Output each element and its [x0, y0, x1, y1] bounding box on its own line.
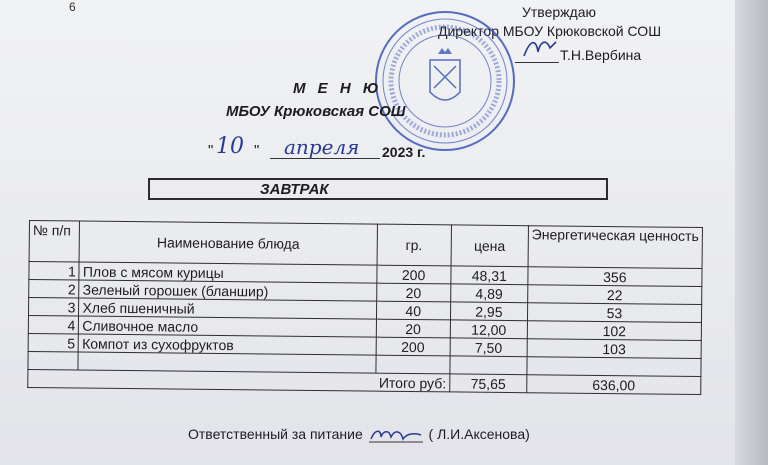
date-year: 2023 г. — [382, 144, 426, 160]
responsible-line — [188, 426, 530, 443]
row-gr: 200 — [376, 265, 451, 284]
empty-cell — [375, 355, 450, 374]
row-gr: 200 — [376, 337, 451, 356]
total-label: Итого руб: — [28, 369, 450, 391]
row-gr: 20 — [376, 283, 451, 302]
row-num: 5 — [28, 333, 79, 352]
row-kcal: 53 — [527, 303, 701, 323]
row-price: 7,50 — [450, 338, 527, 357]
page-number: 6 — [69, 0, 76, 14]
date-day: 10 — [216, 134, 244, 159]
header-num: № п/п — [29, 221, 80, 263]
meal-label: ЗАВТРАК — [260, 181, 329, 198]
row-kcal: 22 — [528, 285, 702, 305]
row-num: 4 — [28, 316, 79, 335]
header-price: цена — [451, 225, 528, 267]
menu-table — [27, 220, 703, 395]
date-close-quote: " — [254, 142, 260, 159]
row-gr: 40 — [376, 301, 451, 320]
row-name: Зеленый горошек (бланшир) — [79, 280, 376, 301]
responsible-signature — [367, 427, 425, 443]
row-price: 2,95 — [450, 302, 527, 321]
row-name: Сливочное масло — [79, 316, 376, 337]
row-num: 2 — [29, 280, 80, 299]
row-num: 3 — [28, 298, 79, 317]
row-num: 1 — [29, 262, 80, 281]
empty-cell — [527, 357, 701, 377]
row-name: Хлеб пшеничный — [79, 298, 376, 319]
director-signature — [520, 34, 560, 60]
row-kcal: 356 — [528, 267, 702, 287]
header-kcal: Энергетическая ценность — [528, 226, 703, 269]
row-kcal: 103 — [527, 339, 701, 359]
menu-title: М Е Н Ю — [293, 80, 383, 97]
date-open-quote: " — [208, 142, 214, 159]
row-kcal: 102 — [527, 321, 701, 341]
empty-cell — [28, 351, 79, 370]
table-header-row — [29, 221, 702, 269]
total-price: 75,65 — [450, 374, 527, 393]
header-gr: гр. — [377, 224, 452, 266]
signature-line — [515, 62, 559, 63]
date-month: апреля — [284, 135, 360, 159]
responsible-name: ( Л.И.Аксенова) — [428, 426, 530, 442]
row-name: Плов с мясом курицы — [79, 262, 376, 283]
approval-name: Т.Н.Вербина — [560, 47, 642, 63]
approval-role: Директор МБОУ Крюковской СОШ — [438, 23, 662, 39]
page-edge — [735, 0, 768, 465]
row-name: Компот из сухофруктов — [79, 334, 376, 355]
row-price: 48,31 — [451, 266, 528, 285]
row-price: 12,00 — [450, 320, 527, 339]
school-name: МБОУ Крюковская СОШ — [226, 103, 406, 120]
total-kcal: 636,00 — [527, 375, 701, 395]
approval-title: Утверждаю — [522, 4, 596, 20]
row-price: 4,89 — [451, 284, 528, 303]
official-stamp — [372, 8, 518, 154]
row-gr: 20 — [376, 319, 451, 338]
meal-box — [148, 178, 608, 200]
header-name: Наименование блюда — [79, 221, 376, 265]
date-line — [208, 134, 438, 162]
responsible-label: Ответственный за питание — [188, 426, 363, 442]
empty-cell — [450, 356, 527, 375]
